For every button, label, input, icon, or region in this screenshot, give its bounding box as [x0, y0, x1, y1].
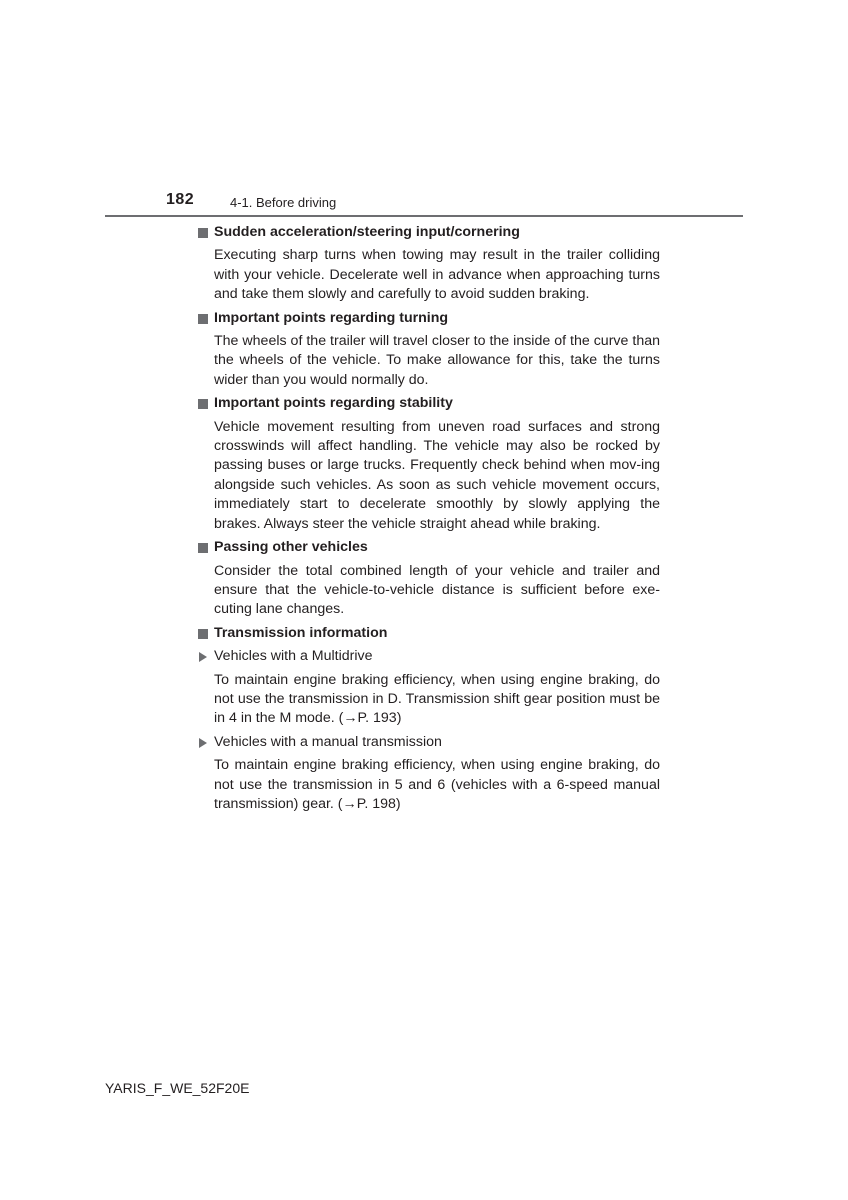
subsection-body: To maintain engine braking efficiency, when using engine braking, do not use the transmission in D. Transmission shift gear position must be in 4 in the M mode. (→P. 193)	[214, 671, 660, 727]
square-bullet-icon	[198, 629, 208, 639]
triangle-bullet-icon	[199, 652, 207, 662]
square-bullet-icon	[198, 543, 208, 553]
section-title: 4-1. Before driving	[230, 195, 337, 210]
section-body: Vehicle movement resulting from uneven road surfaces and strong crosswinds will affect handling. The vehicle may also be rocked by passing buses or large trucks. Frequently check behind when mov-ing alongside such vehicles. As soon as such vehicle movement occurs, immediately start to decelerate smoothly by slowly applying the brakes. Always steer the vehicle straight ahead while braking.	[214, 418, 660, 532]
subsection-heading	[198, 733, 660, 752]
section-heading	[198, 538, 660, 557]
section-body: Executing sharp turns when towing may result in the trailer colliding with your vehicle. Decelerate well in advance when approaching turns and take them slowly and carefully to avoid sudden braking.	[214, 247, 660, 303]
square-bullet-icon	[198, 399, 208, 409]
triangle-bullet-icon	[199, 738, 207, 748]
page-number: 182	[166, 191, 195, 208]
section-heading	[198, 223, 660, 242]
section-body: The wheels of the trailer will travel closer to the inside of the curve than the wheels of the vehicle. To make allowance for this, take the turns wider than you would normally do.	[214, 333, 660, 388]
section-heading	[198, 309, 660, 328]
subsection-body: To maintain engine braking efficiency, when using engine braking, do not use the transmission in 5 and 6 (vehicles with a 6-speed manual transmission) gear. (→P. 198)	[214, 757, 660, 812]
subsection-label: Vehicles with a Multidrive	[214, 648, 373, 665]
document-code: YARIS_F_WE_52F20E	[105, 1080, 250, 1096]
subsection-heading	[198, 647, 660, 666]
square-bullet-icon	[198, 314, 208, 324]
section-body: Consider the total combined length of your vehicle and trailer and ensure that the vehicle-to-vehicle distance is sufficient before exe-cuting lane changes.	[214, 562, 660, 618]
heading-text: Passing other vehicles	[214, 539, 368, 556]
heading-text: Transmission information	[214, 624, 388, 641]
page-header	[0, 0, 848, 220]
section-heading	[198, 624, 660, 643]
subsection-label: Vehicles with a manual transmission	[214, 733, 442, 750]
heading-text: Sudden acceleration/steering input/cornering	[214, 224, 520, 240]
heading-text: Important points regarding stability	[214, 395, 453, 412]
square-bullet-icon	[198, 228, 208, 238]
heading-text: Important points regarding turning	[214, 309, 449, 326]
section-heading	[198, 394, 660, 413]
header-rule	[105, 215, 743, 217]
main-content	[198, 223, 660, 818]
